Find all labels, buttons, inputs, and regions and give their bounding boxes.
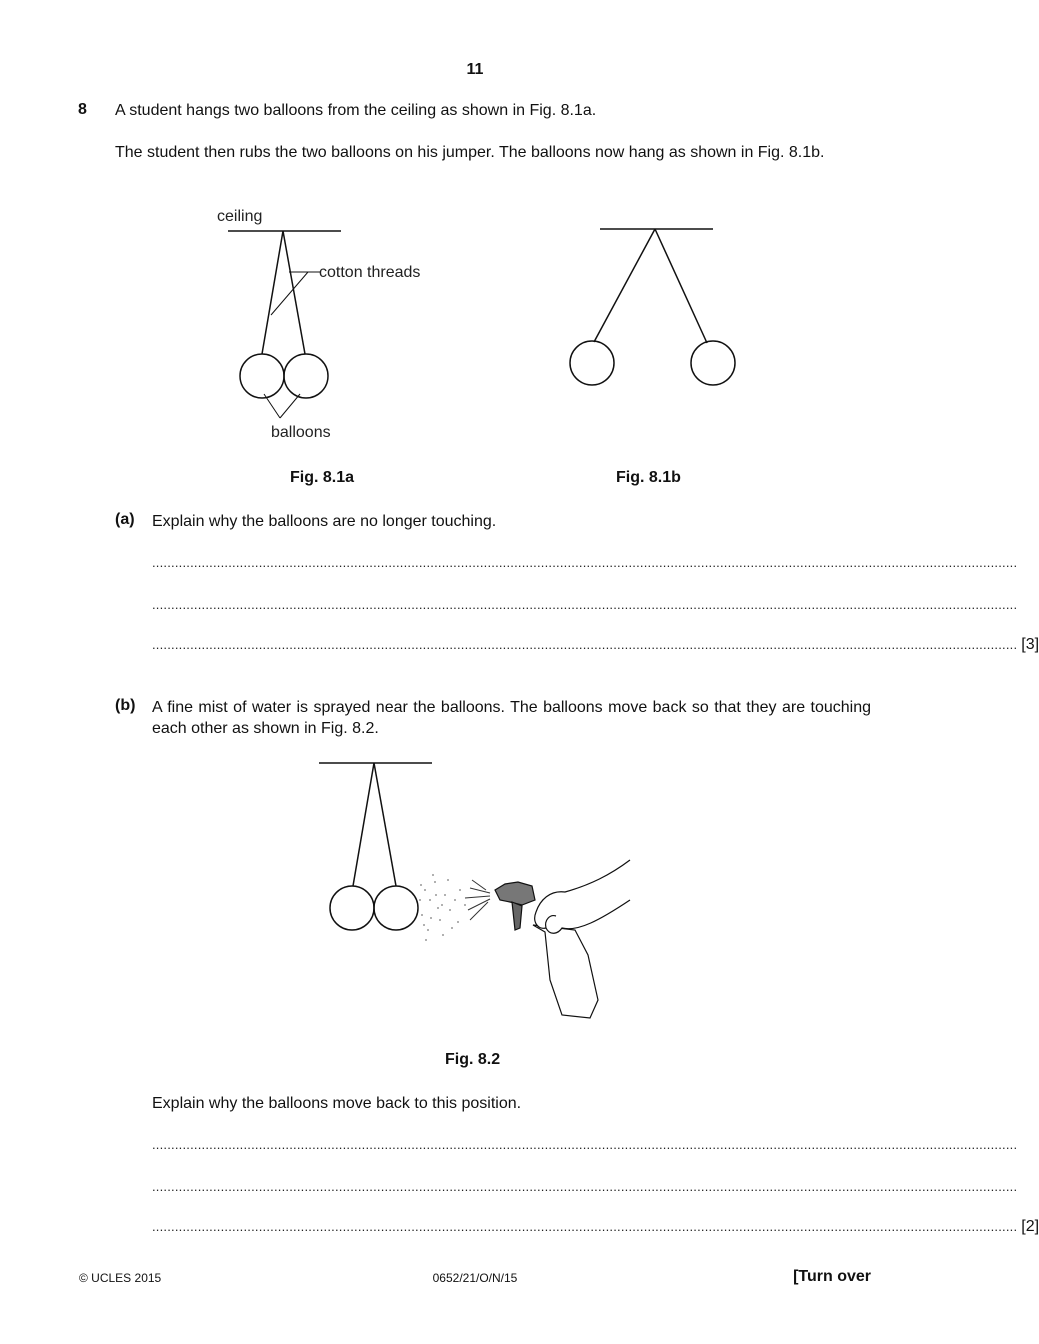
answer-line-a2[interactable]: ................................................................................................................................................................................................................................... (152, 597, 1018, 612)
answer-line-b2[interactable]: ................................................................................................................................................................................................................................... (152, 1179, 1018, 1194)
balloon-right (691, 341, 735, 385)
figure-8-1b (560, 215, 760, 395)
hand (535, 860, 630, 933)
question-intro-2: The student then rubs the two balloons on his jumper. The balloons now hang as shown in Fig. 8.1b. (115, 144, 825, 161)
thread-left (262, 231, 283, 354)
part-a-text: Explain why the balloons are no longer touching. (152, 513, 497, 530)
spray-lines (465, 880, 490, 920)
label-cotton-threads: cotton threads (319, 264, 421, 281)
thread-left (594, 229, 655, 342)
page-number: 11 (466, 61, 484, 78)
caption-fig-8-1b: Fig. 8.1b (616, 469, 681, 486)
marks-a: [3] (1021, 636, 1039, 653)
thread-right (374, 763, 396, 886)
answer-line-a1[interactable]: ................................................................................................................................................................................................................................... (152, 555, 1018, 570)
caption-fig-8-1a: Fig. 8.1a (290, 469, 355, 486)
part-b-label: (b) (115, 697, 136, 714)
answer-line-a3[interactable]: ................................................................................................................................................................................................................................... [3] (152, 636, 1039, 653)
thread-left (353, 763, 374, 886)
balloon-right (284, 354, 328, 398)
balloon-left (570, 341, 614, 385)
question-number: 8 (78, 101, 87, 118)
thread-right (655, 229, 707, 343)
answer-line-b3[interactable]: ................................................................................................................................................................................................................................... [2] (152, 1218, 1039, 1235)
pointer-threads-a (271, 272, 308, 315)
turn-over: [Turn over (793, 1268, 871, 1285)
part-b-question: Explain why the balloons move back to this position. (152, 1095, 522, 1112)
thread-right (283, 231, 305, 354)
pointer-balloons-a (264, 394, 280, 418)
answer-line-b1[interactable]: ................................................................................................................................................................................................................................... (152, 1137, 1018, 1152)
figure-8-2 (300, 750, 650, 1030)
question-intro-1: A student hangs two balloons from the ceiling as shown in Fig. 8.1a. (115, 102, 597, 119)
balloon-right (374, 886, 418, 930)
part-a-label: (a) (115, 511, 135, 528)
part-b-text: A fine mist of water is sprayed near the balloons. The balloons move back so that they are touching each other as shown in Fig. 8.2. (152, 699, 871, 737)
footer-copyright: © UCLES 2015 (79, 1271, 162, 1285)
balloon-left (330, 886, 374, 930)
water-mist (419, 874, 466, 941)
marks-b: [2] (1021, 1218, 1039, 1235)
label-ceiling: ceiling (217, 208, 263, 225)
footer-code: 0652/21/O/N/15 (432, 1271, 518, 1285)
caption-fig-8-2: Fig. 8.2 (445, 1051, 501, 1068)
figure-8-1a (200, 200, 460, 450)
pointer-balloons-b (280, 394, 300, 418)
label-balloons: balloons (271, 424, 331, 441)
balloon-left (240, 354, 284, 398)
